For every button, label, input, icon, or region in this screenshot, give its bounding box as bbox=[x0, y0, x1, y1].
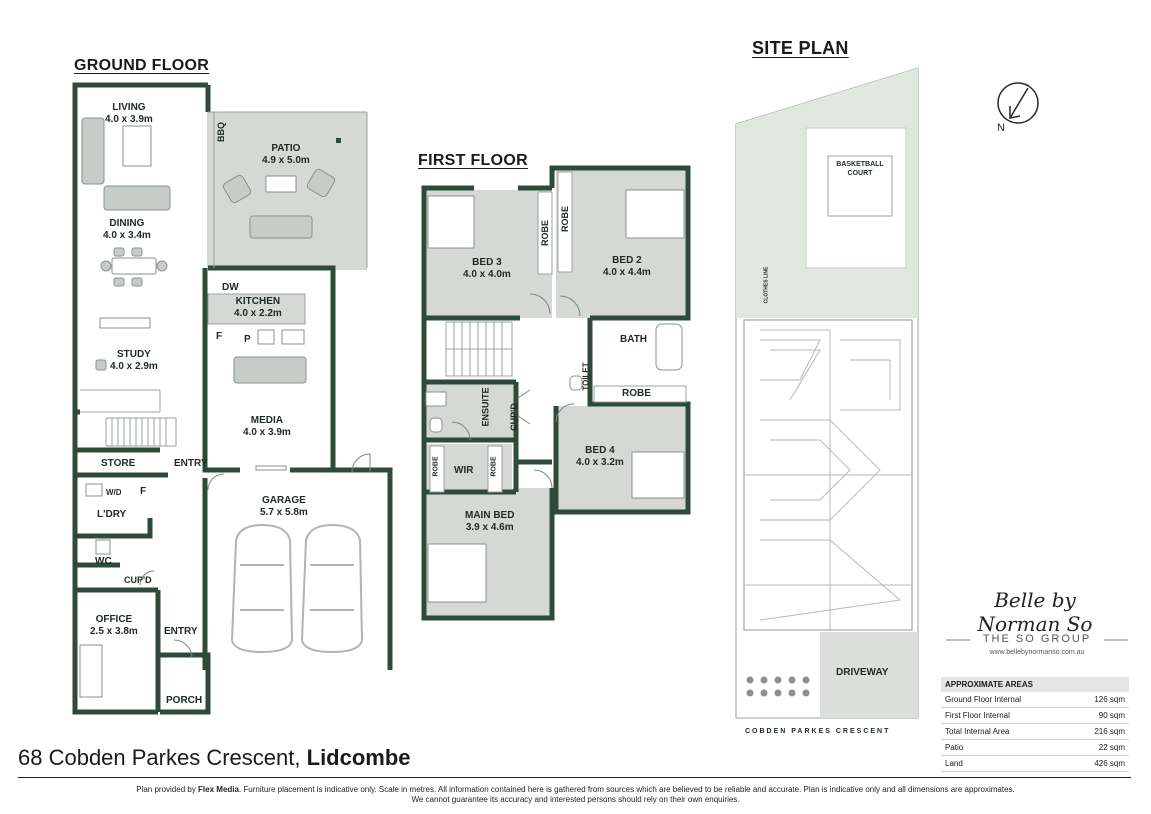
area-value: 216 sqm bbox=[1070, 724, 1129, 740]
room-dining bbox=[103, 218, 151, 242]
table-row bbox=[941, 740, 1129, 756]
room-living-dim: 4.0 x 3.9m bbox=[105, 114, 153, 125]
area-label: Patio bbox=[941, 740, 1070, 756]
site-plan-heading: SITE PLAN bbox=[752, 38, 849, 58]
disclaimer-line-2: We cannot guarantee its accuracy and interested persons should rely on their own enquiries. bbox=[411, 795, 740, 804]
address-street: 68 Cobden Parkes Crescent, bbox=[18, 745, 301, 770]
room-study-dim: 4.0 x 2.9m bbox=[110, 361, 158, 372]
disclaimer-prefix: Plan provided by bbox=[136, 785, 199, 794]
brand-url: www.bellebynormanso.com.au bbox=[989, 649, 1085, 656]
disclaimer-rest: . Furniture placement is indicative only. Scale in metres. All information contained here is gathered from sources which are believed to be reliable and accurate. Plan is indicative only and all dimensions are approximates. bbox=[238, 785, 1015, 794]
bed2-robe-label: ROBE bbox=[560, 205, 571, 233]
area-value: 22 sqm bbox=[1070, 740, 1129, 756]
disclaimer bbox=[0, 785, 1151, 805]
ground-stairs bbox=[106, 418, 176, 446]
table-row bbox=[941, 756, 1129, 772]
first-stairs bbox=[446, 322, 512, 376]
areas-header: APPROXIMATE AREAS bbox=[941, 677, 1129, 692]
bath-label: BATH bbox=[620, 334, 648, 345]
bbq-label: BBQ bbox=[216, 122, 226, 142]
room-garage-dim: 5.7 x 5.8m bbox=[260, 507, 308, 518]
north-label: N bbox=[997, 122, 1005, 134]
clothes-line-label: CLOTHES LINE bbox=[763, 266, 770, 304]
table-row bbox=[941, 708, 1129, 724]
porch-label: PORCH bbox=[166, 695, 203, 706]
address-suburb: Lidcombe bbox=[306, 745, 411, 770]
room-main-bed bbox=[465, 510, 514, 534]
room-bed3 bbox=[463, 257, 511, 281]
room-media-dim: 4.0 x 3.9m bbox=[243, 427, 291, 438]
wir-robe-left-label: ROBE bbox=[432, 456, 440, 477]
room-kitchen bbox=[234, 296, 282, 320]
area-value: 126 sqm bbox=[1070, 692, 1129, 708]
street-label: COBDEN PARKES CRESCENT bbox=[745, 728, 891, 735]
first-floor-heading: FIRST FLOOR bbox=[418, 152, 528, 169]
bed4-robe-label: ROBE bbox=[622, 388, 651, 399]
room-bed2-name: BED 2 bbox=[612, 255, 642, 266]
bed3-robe-label: ROBE bbox=[540, 219, 551, 247]
north-arrow bbox=[998, 83, 1038, 123]
store-label: STORE bbox=[101, 458, 136, 469]
room-office bbox=[90, 614, 138, 638]
area-label: Total Internal Area bbox=[941, 724, 1070, 740]
room-office-name: OFFICE bbox=[95, 614, 133, 625]
room-patio bbox=[262, 143, 310, 167]
entry-label: ENTRY bbox=[174, 458, 208, 469]
room-garage-name: GARAGE bbox=[261, 495, 306, 506]
wd-label: W/D bbox=[106, 488, 122, 497]
room-bed3-dim: 4.0 x 4.0m bbox=[463, 269, 511, 280]
room-main-bed-name: MAIN BED bbox=[465, 510, 515, 521]
entry-label-lower: ENTRY bbox=[164, 626, 198, 637]
wc-label: WC bbox=[95, 556, 112, 567]
brand-signature: Belle by Norman So bbox=[977, 588, 1093, 636]
approximate-areas-table bbox=[941, 677, 1129, 772]
room-bed3-name: BED 3 bbox=[472, 257, 502, 268]
room-media bbox=[243, 415, 291, 439]
area-label: Ground Floor Internal bbox=[941, 692, 1070, 708]
dw-label: DW bbox=[222, 282, 239, 293]
disclaimer-line-1 bbox=[0, 785, 1151, 795]
area-label: Land bbox=[941, 756, 1070, 772]
wir-robe-right-label: ROBE bbox=[490, 456, 498, 477]
footer-divider bbox=[18, 777, 1131, 778]
room-media-name: MEDIA bbox=[250, 415, 284, 426]
ground-cupboard-label: CUP'D bbox=[124, 575, 152, 585]
first-cupboard-label: CUP'D bbox=[508, 403, 519, 431]
room-patio-dim: 4.9 x 5.0m bbox=[262, 155, 310, 166]
room-bed4-dim: 4.0 x 3.2m bbox=[576, 457, 624, 468]
room-dining-dim: 4.0 x 3.4m bbox=[103, 230, 151, 241]
room-dining-name: DINING bbox=[109, 218, 145, 229]
table-row bbox=[941, 724, 1129, 740]
fridge-label: F bbox=[216, 331, 223, 342]
room-bed2-dim: 4.0 x 4.4m bbox=[603, 267, 651, 278]
laundry-label: L'DRY bbox=[97, 509, 127, 520]
room-living-name: LIVING bbox=[112, 102, 146, 113]
room-kitchen-dim: 4.0 x 2.2m bbox=[234, 308, 282, 319]
table-row bbox=[941, 692, 1129, 708]
property-address bbox=[18, 745, 411, 771]
area-label: First Floor Internal bbox=[941, 708, 1070, 724]
wir-label: WIR bbox=[454, 465, 474, 476]
pantry-label: P bbox=[244, 334, 251, 345]
room-living bbox=[105, 102, 153, 126]
room-bed4 bbox=[576, 445, 624, 469]
room-bed2 bbox=[603, 255, 651, 279]
room-patio-name: PATIO bbox=[271, 143, 301, 154]
ensuite-label: ENSUITE bbox=[480, 387, 491, 427]
laundry-fridge-label: F bbox=[140, 486, 147, 497]
room-kitchen-name: KITCHEN bbox=[235, 296, 281, 307]
room-bed4-name: BED 4 bbox=[585, 445, 615, 456]
disclaimer-provider: Flex Media bbox=[198, 785, 239, 794]
room-main-bed-dim: 3.9 x 4.6m bbox=[465, 522, 514, 533]
room-study-name: STUDY bbox=[116, 349, 151, 360]
room-study bbox=[110, 349, 158, 373]
room-office-dim: 2.5 x 3.8m bbox=[90, 626, 138, 637]
area-value: 426 sqm bbox=[1070, 756, 1129, 772]
toilet-label: TOILET bbox=[581, 362, 591, 391]
basketball-court-label: BASKETBALL COURT bbox=[836, 161, 884, 177]
brand-group: THE SO GROUP bbox=[982, 633, 1092, 645]
driveway-label: DRIVEWAY bbox=[836, 667, 889, 678]
area-value: 90 sqm bbox=[1070, 708, 1129, 724]
room-garage bbox=[260, 495, 308, 519]
ground-floor-heading: GROUND FLOOR bbox=[74, 57, 210, 74]
